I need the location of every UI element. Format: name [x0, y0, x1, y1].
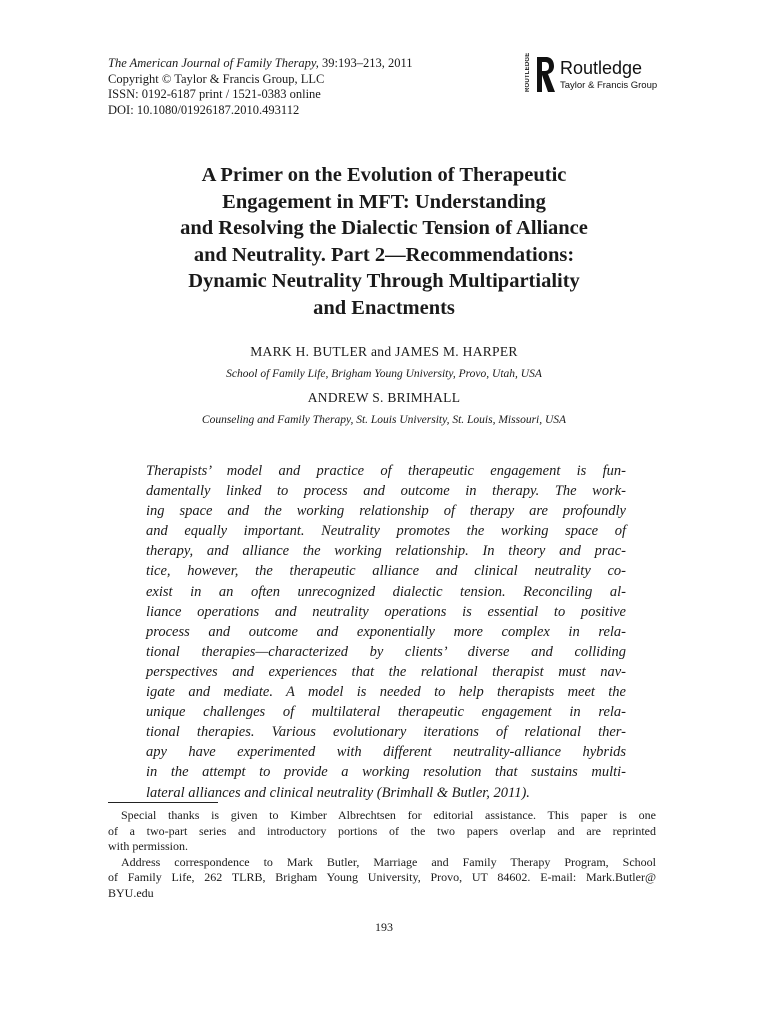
abstract-line: tional therapies. Various evolutionary iterations of relational ther-	[146, 724, 626, 741]
publisher-vertical-text: ROUTLEDGE	[525, 52, 531, 92]
abstract	[146, 461, 626, 803]
footnote-line: of a two-part series and introductory portions of the two papers overlap and are reprinted	[108, 823, 656, 838]
footnote-line: Special thanks is given to Kimber Albrechtsen for editorial assistance. This paper is one	[121, 808, 656, 822]
author-names-secondary: ANDREW S. BRIMHALL	[307, 390, 461, 405]
author-names-primary: MARK H. BUTLER and JAMES M. HARPER	[250, 344, 518, 359]
author-affiliation-primary: School of Family Life, Brigham Young University, Provo, Utah, USA	[226, 368, 542, 380]
journal-name: The American Journal of Family Therapy,	[108, 56, 319, 70]
abstract-line: in the attempt to provide a working resolution that sustains multi-	[146, 764, 626, 781]
abstract-line: process and outcome and exponentially more complex in rela-	[146, 623, 626, 640]
abstract-line: ing space and the working relationship of therapy are profoundly	[146, 503, 626, 520]
title-line: Engagement in MFT: Understanding	[222, 190, 546, 213]
abstract-line: igate and mediate. A model is needed to help therapists meet the	[146, 684, 626, 701]
abstract-line: therapy, and alliance the working relationship. In theory and prac-	[146, 543, 626, 560]
abstract-line: perspectives and experiences that the relational therapist must nav-	[146, 663, 626, 680]
title-line: and Neutrality. Part 2—Recommendations:	[193, 243, 575, 266]
abstract-line: Therapists’ model and practice of therapeutic engagement is fun-	[146, 463, 626, 479]
footnote-line: BYU.edu	[108, 885, 154, 900]
page-number: 193	[375, 920, 393, 934]
title-line: Dynamic Neutrality Through Multipartiality	[188, 270, 580, 292]
journal-volume: 39:193–213, 2011	[318, 56, 413, 70]
copyright-line: Copyright © Taylor & Francis Group, LLC	[108, 71, 325, 86]
publisher-subtitle: Taylor & Francis Group	[560, 80, 658, 91]
author-affiliation-secondary: Counseling and Family Therapy, St. Louis University, St. Louis, Missouri, USA	[201, 414, 567, 426]
footnote-line: with permission.	[108, 839, 188, 853]
journal-citation-block	[108, 56, 413, 118]
abstract-line: tice, however, the therapeutic alliance and clinical neutrality co-	[146, 563, 626, 580]
title-line: A Primer on the Evolution of Therapeutic	[201, 164, 567, 186]
abstract-line: and equally important. Neutrality promotes the working space of	[146, 523, 626, 540]
footnote-line: of Family Life, 262 TLRB, Brigham Young University, Provo, UT 84602. E-mail: Mark.Butler@	[108, 870, 656, 884]
footnote-line: Address correspondence to Mark Butler, Marriage and Family Therapy Program, School	[121, 854, 656, 869]
article-title	[100, 162, 668, 321]
title-line: and Resolving the Dialectic Tension of Alliance	[180, 217, 588, 239]
footnote-divider	[108, 802, 218, 803]
publisher-name: Routledge	[560, 58, 643, 78]
footnotes	[108, 808, 656, 901]
abstract-line: liance operations and neutrality operations is essential to positive	[146, 603, 626, 620]
title-line: and Enactments	[313, 296, 455, 319]
abstract-line: tional therapies—characterized by clients’ diverse and colliding	[146, 643, 626, 660]
journal-citation-line	[108, 56, 413, 72]
abstract-line: unique challenges of multilateral therapeutic engagement in rela-	[146, 704, 626, 721]
issn-line: ISSN: 0192-6187 print / 1521-0383 online	[108, 87, 321, 101]
publisher-logo	[524, 54, 664, 96]
abstract-line: damentally linked to process and outcome in therapy. The work-	[146, 483, 626, 500]
abstract-line: lateral alliances and clinical neutrality (Brimhall & Butler, 2011).	[146, 784, 530, 801]
abstract-line: exist in an often unrecognized dialectic tension. Reconciling al-	[146, 583, 626, 600]
abstract-line: apy have experimented with different neutrality-alliance hybrids	[146, 744, 626, 761]
doi-line: DOI: 10.1080/01926187.2010.493112	[108, 102, 300, 117]
